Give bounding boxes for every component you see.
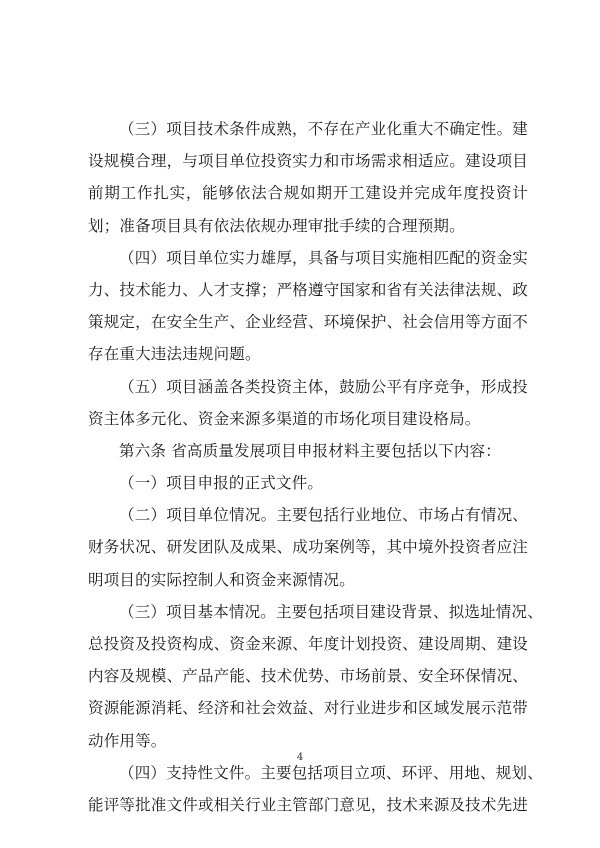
- paragraph-line: 财务状况、研发团队及成果、成功案例等，其中境外投资者应注: [88, 538, 528, 557]
- paragraph-line: 前期工作扎实，能够依法合规如期开工建设并完成年度投资计: [88, 184, 528, 203]
- paragraph-line: 动作用等。: [88, 731, 167, 750]
- paragraph-line: （三）项目技术条件成熟，不存在产业化重大不确定性。建: [119, 120, 528, 138]
- paragraph-line: （四）支持性文件。主要包括项目立项、环评、用地、规划、: [119, 763, 543, 782]
- page-number: 4: [296, 752, 304, 763]
- paragraph-line: 策规定，在安全生产、企业经营、环境保护、社会信用等方面不: [88, 313, 528, 332]
- paragraph-line: 存在重大违法违规问题。: [88, 345, 261, 364]
- paragraph-line: 资主体多元化、资金来源多渠道的市场化项目建设格局。: [88, 409, 481, 428]
- paragraph-line: 资源能源消耗、经济和社会效益、对行业进步和区域发展示范带: [88, 699, 528, 718]
- paragraph-line: 总投资及投资构成、资金来源、年度计划投资、建设周期、建设: [88, 635, 528, 653]
- paragraph-line: 内容及规模、产品产能、技术优势、市场前景、安全环保情况、: [88, 667, 528, 686]
- body-text: [88, 113, 543, 821]
- paragraph-line: （四）项目单位实力雄厚，具备与项目实施相匹配的资金实: [119, 248, 528, 267]
- paragraph-line: 能评等批准文件或相关行业主管部门意见，技术来源及技术先进: [88, 795, 528, 814]
- article-heading: 第六条 省高质量发展项目申报材料主要包括以下内容：: [119, 441, 501, 460]
- paragraph-line: 明项目的实际控制人和资金来源情况。: [88, 570, 355, 589]
- paragraph-line: 划；准备项目具有依法依规办理审批手续的合理预期。: [88, 216, 465, 235]
- paragraph-line: （三）项目基本情况。主要包括项目建设背景、拟选址情况、: [119, 602, 543, 621]
- paragraph-line: （二）项目单位情况。主要包括行业地位、市场占有情况、: [119, 506, 528, 525]
- paragraph-line: （五）项目涵盖各类投资主体，鼓励公平有序竞争，形成投: [119, 377, 528, 396]
- paragraph-line: （一）项目申报的正式文件。: [119, 474, 324, 493]
- paragraph-line: 力、技术能力、人才支撑；严格遵守国家和省有关法律法规、政: [88, 280, 528, 299]
- paragraph-line: 设规模合理，与项目单位投资实力和市场需求相适应。建设项目: [88, 152, 528, 171]
